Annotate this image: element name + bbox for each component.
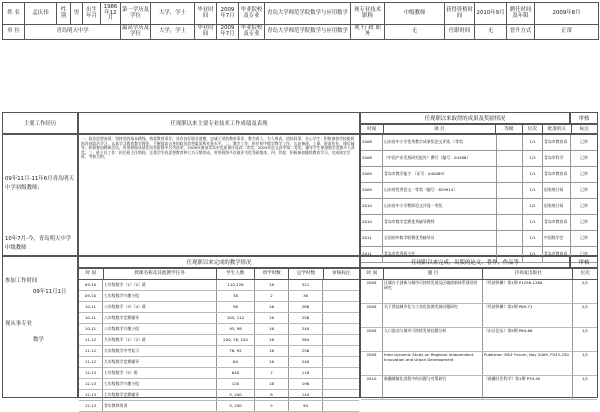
teaching-time: 11-12	[79, 346, 103, 356]
results-item: 山东省中小学教师论文评选一等奖	[383, 199, 497, 214]
unit-label: 单 位	[3, 25, 25, 40]
results-rank: 1/1	[523, 135, 543, 150]
results-list	[360, 134, 598, 256]
teaching-task: 七年级数学兴趣小组	[103, 291, 217, 301]
papers-title: Inter-dynamic Study on Regional Independent Innovation and Urban Development	[383, 352, 483, 375]
papers-time: 2010	[361, 376, 383, 399]
results-row	[361, 167, 597, 183]
papers-time: 2009	[361, 304, 383, 327]
left-lower-panel	[2, 256, 78, 398]
results-rank: 1/1	[523, 247, 543, 262]
teaching-weekly: 18	[255, 379, 289, 389]
results-grade	[497, 151, 523, 166]
papers-header-time: 时 间	[361, 269, 384, 279]
teaching-students: 93, 98	[217, 324, 255, 334]
teaching-total: 144	[289, 390, 323, 400]
teaching-weekly: 7	[255, 368, 289, 378]
teaching-task: 八年级数学竞赛辅导	[103, 313, 217, 323]
teaching-header-review: 审核标注	[332, 271, 351, 276]
teaching-review	[323, 302, 359, 312]
papers-rank: 2/1	[581, 304, 589, 309]
high-edu-value: 大学，学士	[151, 25, 195, 40]
teaching-review	[323, 357, 359, 367]
teaching-review	[323, 335, 359, 345]
results-grade	[497, 167, 523, 182]
teaching-task: 七年级数学兴趣小组	[103, 379, 217, 389]
results-approver: 青岛市教育局	[543, 215, 571, 230]
teaching-header-total: 总学时数	[289, 269, 323, 279]
teaching-students: 76, 92	[217, 346, 255, 356]
results-time: 2009	[361, 183, 383, 198]
teaching-row	[79, 401, 359, 412]
results-item: 青岛市优秀班主任	[383, 247, 497, 262]
results-time: 2008	[361, 135, 383, 150]
teaching-students: 38	[217, 291, 255, 301]
teaching-weekly: 16	[255, 357, 289, 367]
teaching-time: 09-10	[79, 280, 103, 290]
join-work-label: 参加工作时间	[5, 278, 38, 284]
results-header-mark: 标注	[579, 127, 589, 132]
teaching-row	[79, 280, 359, 291]
results-approver: 青岛市科学	[543, 151, 571, 166]
teaching-weekly: 16	[255, 335, 289, 345]
teaching-time: 11-12	[79, 335, 103, 345]
first-edu-label: 第一学历及学位	[121, 3, 151, 25]
teaching-students: 200, 76, 104	[217, 335, 255, 345]
review2-title: 审核	[570, 256, 598, 268]
perf-text: 一、政治思想表现：坚持党的基本路线，热爱教育事业，具有良好职业道德，忠诚于党的教育事业，教书育人，为人师表，团结同事，关心学生；积极参加学校组织的各项政治学习，认真学习教育教学理论，不断提高自身的政治思想素质和业务水平。二、教学工作：担任初中数学教学工作，认真备课，上课，批改作业，课后辅导，积极参加教研活动，所带班级成绩在同类班级中名列前茅。2008年参加青岛市优质课评选获二等奖；2009年论文获市级二等奖；辅导学生参加数学竞赛多人获奖。三、班主任工作：担任班主任期间，注重学生的思想教育和行为习惯养成，所带班级多次被评为优秀班集体。四、其他：积极参加继续教育学习，完成规定学时，考核合格。	[78, 134, 360, 256]
teaching-time: 11-12	[79, 357, 103, 367]
results-rank: 1/1	[523, 167, 543, 182]
teaching-row	[79, 390, 359, 401]
teaching-students: 5, 200	[217, 390, 255, 400]
papers-header-rank: 位次	[580, 271, 590, 276]
results-rank: 1/3	[523, 151, 543, 166]
resp-label: 任职时间	[445, 25, 475, 40]
teaching-students: 640	[217, 368, 255, 378]
results-time: 2010	[361, 199, 383, 214]
teaching-weekly: 16	[255, 346, 289, 356]
results-approver: 青岛市教育局	[543, 247, 571, 262]
obtain-time-value: 2010年9月	[475, 3, 507, 25]
teaching-row	[79, 357, 359, 368]
plan-label: 晋升方式	[507, 25, 535, 40]
teaching-row	[79, 313, 359, 324]
results-header-rank: 位次	[523, 125, 544, 135]
school-label: 毕业院校及专业	[239, 3, 265, 25]
teaching-row	[79, 291, 359, 302]
papers-row	[361, 328, 597, 352]
teaching-row	[79, 379, 359, 390]
work-history-entry-2: 10年7月-今，青岛明天中学中级教师	[5, 236, 72, 251]
papers-journal: 《经济纵横》第2期 P69-71	[483, 304, 573, 327]
teaching-row	[79, 368, 359, 379]
results-mark: 已审	[580, 203, 588, 208]
results-row	[361, 135, 597, 151]
teaching-total: 256	[289, 346, 323, 356]
results-grade	[497, 215, 523, 230]
teaching-task: 八年级数学（3）（4）班	[103, 302, 217, 312]
results-approver: 国家统计局	[543, 183, 571, 198]
papers-rank: 1/1	[581, 376, 589, 381]
birth-label: 出生年月	[83, 3, 101, 25]
results-mark: 已审	[580, 219, 588, 224]
teaching-header-time: 时 间	[79, 269, 104, 279]
papers-row	[361, 376, 597, 400]
work-history-entry-1: 09年11月-11年6月青岛明天中学初级教师；	[5, 176, 75, 191]
results-rank: 1/1	[523, 215, 543, 230]
teaching-row	[79, 346, 359, 357]
teaching-students: 105, 112	[217, 313, 255, 323]
results-mark: 已审	[580, 187, 588, 192]
teaching-total: 240	[289, 357, 323, 367]
papers-header-journal: 刊刊或出版社	[483, 269, 573, 279]
results-item: 《中国产业发展研究报告》撰写（编号：04388）	[383, 151, 497, 166]
results-row	[361, 215, 597, 231]
results-item: 青岛市教学能手 （证号：040089）	[383, 167, 497, 182]
teaching-total: 118	[289, 368, 323, 378]
papers-journal: Publisher: M&F Forum, Nov 2009, P243-250	[483, 352, 573, 375]
unit-value: 青岛明天中学	[25, 25, 121, 40]
results-time: 2008	[361, 151, 383, 166]
teaching-header-students: 学生人数	[217, 269, 255, 279]
results-header-time: 时间	[361, 125, 384, 135]
teaching-header-task: 授课名称及其他教学任务	[104, 269, 217, 279]
results-approver: 青岛市教育局	[543, 167, 571, 182]
teaching-time: 09-10	[79, 291, 103, 301]
grad-time2-value: 2009年7月	[217, 25, 239, 40]
teaching-review	[323, 346, 359, 356]
results-mark: 已审	[580, 155, 588, 160]
teaching-row	[79, 324, 359, 335]
results-mark: 已审	[580, 139, 588, 144]
teaching-review	[323, 291, 359, 301]
teaching-time: 10-11	[79, 324, 103, 334]
grad-time2-label: 毕业时间	[195, 25, 217, 40]
obtain-time-label: 获得资格时间	[445, 3, 475, 25]
results-approver: 国家统计局	[543, 199, 571, 214]
name-value: 孟庆伟	[25, 3, 57, 25]
papers-time: 2009	[361, 352, 383, 375]
teaching-weekly: 8	[255, 390, 289, 400]
admin-value: 无	[385, 25, 445, 40]
grad-time-value: 2009年7月	[217, 3, 239, 25]
results-time: 2009	[361, 167, 383, 182]
teaching-weekly: 16	[255, 313, 289, 323]
results-item: 山东省中小学优秀教学成果奖论文评选 二等奖	[383, 135, 497, 150]
papers-row	[361, 304, 597, 328]
papers-rank: 1/1	[581, 328, 589, 333]
results-row	[361, 231, 597, 247]
teaching-weekly: 18	[255, 280, 289, 290]
papers-title: 人口流动与城市可持续发展问题分析	[383, 328, 483, 351]
teaching-students: 110,126	[217, 280, 255, 290]
results-time: 2011	[361, 231, 383, 246]
teaching-students: 64	[217, 357, 255, 367]
results-item: 山东省优秀论文一等奖（编号：829914）	[383, 183, 497, 198]
teaching-task: 七年级数学（1）（2）班	[103, 280, 217, 290]
identity-table	[2, 2, 599, 40]
results-time: 2010	[361, 215, 383, 230]
results-item: 全国初中数学联赛优秀辅导员	[383, 231, 497, 246]
cur-title-label: 现专业技术职称	[351, 3, 385, 25]
teaching-time: 10-11	[79, 313, 103, 323]
papers-journal: 《东岳论丛》第9期 P64-66	[483, 328, 573, 351]
results-time: 2011	[361, 247, 383, 262]
work-history-title: 主要工作经历	[2, 112, 78, 134]
teaching-weekly: 16	[255, 302, 289, 312]
teaching-title: 任现职以来完成的教学情况	[78, 256, 360, 268]
results-rank: 1/1	[523, 231, 543, 246]
teaching-task: 九年级数学中考复习	[103, 346, 217, 356]
results-approver: 中国数学会	[543, 231, 571, 246]
gender-label: 性 别	[57, 3, 71, 25]
school2-value: 青岛大学师范学院数学与应用数学	[265, 25, 351, 40]
review-title: 审核	[570, 112, 598, 124]
teaching-time: 12-13	[79, 368, 103, 378]
hire-time-value: 2009年8月	[535, 3, 599, 25]
teaching-task: 八年级数学兴趣小组	[103, 324, 217, 334]
teaching-weekly: 2	[255, 291, 289, 301]
teaching-total: 196	[289, 379, 323, 389]
high-edu-label: 最高学历及学位	[121, 25, 151, 40]
join-work-value: 09年11月1日	[33, 289, 67, 295]
school-value: 青岛大学师范学院数学与应用数学	[265, 3, 351, 25]
school2-label: 毕业院校及专业	[239, 25, 265, 40]
teaching-time: 12-13	[79, 390, 103, 400]
resp-value: 无	[475, 25, 507, 40]
papers-rank: 2/1	[581, 280, 589, 285]
results-header-item: 项 目	[384, 125, 497, 135]
teaching-task: 七年级数学竞赛辅导	[103, 390, 217, 400]
teaching-weekly: 16	[255, 324, 289, 334]
results-header-grade: 等级	[496, 125, 522, 135]
teaching-total: 321	[289, 280, 323, 290]
teaching-task: 九年级数学竞赛辅导	[103, 357, 217, 367]
teaching-table	[78, 268, 360, 408]
results-approver: 青岛市教育局	[543, 135, 571, 150]
papers-rank: 1/1	[581, 352, 589, 357]
papers-title: 关于我国城市化与工业化协调发展问题研究	[383, 304, 483, 327]
perf-title: 任现职以来主要专业技术工作成绩及表现	[78, 112, 360, 134]
hire-time-label: 聘任时间及年限	[507, 3, 535, 25]
teaching-total: 90	[289, 401, 323, 411]
results-title: 任现职以来取得的成果及奖励情况	[360, 112, 570, 124]
results-row	[361, 199, 597, 215]
teaching-total: 288	[289, 302, 323, 312]
cur-major-value: 数学	[33, 337, 44, 343]
teaching-students: 120	[217, 379, 255, 389]
teaching-review	[323, 401, 359, 411]
results-grade	[497, 199, 523, 214]
teaching-time: 10-11	[79, 302, 103, 312]
teaching-task: 七年级数学（5）班	[103, 368, 217, 378]
teaching-total: 36	[289, 291, 323, 301]
results-header	[360, 124, 598, 134]
results-grade	[497, 231, 523, 246]
cur-major-label: 现从事专业	[5, 321, 32, 327]
results-mark: 已审	[580, 235, 588, 240]
teaching-task: 九年级数学（1）（2）班	[103, 335, 217, 345]
results-row	[361, 151, 597, 167]
teaching-students: 5, 200	[217, 401, 255, 411]
teaching-students: 96	[217, 302, 255, 312]
results-row	[361, 183, 597, 199]
papers-journal: 《新疆社会科学》第1期 P39-45	[483, 376, 573, 399]
papers-title: 任现职以来完成、出版的论文、著作、作品等	[360, 256, 570, 268]
results-grade	[497, 135, 523, 150]
papers-time: 2009	[361, 280, 383, 303]
teaching-review	[323, 313, 359, 323]
plan-value: 正常	[535, 25, 599, 40]
teaching-row	[79, 302, 359, 313]
gender-value: 男	[71, 3, 83, 25]
results-header-approver: 批准机关	[543, 125, 571, 135]
results-grade	[497, 183, 523, 198]
first-edu-value: 大学，学士	[151, 3, 195, 25]
birth-value: 1986年12月	[101, 3, 121, 25]
papers-row	[361, 280, 597, 304]
teaching-task: 青年教师培训	[103, 401, 217, 411]
papers-table	[360, 268, 598, 398]
name-label: 姓 名	[3, 3, 25, 25]
papers-row	[361, 352, 597, 376]
results-mark: 已审	[580, 171, 588, 176]
results-rank: 1/2	[523, 199, 543, 214]
teaching-time: 12-13	[79, 379, 103, 389]
teaching-review	[323, 280, 359, 290]
teaching-review	[323, 390, 359, 400]
admin-label: 现 行 政 职 务	[351, 25, 385, 40]
teaching-total: 256	[289, 313, 323, 323]
papers-journal: 《经济纵横》第1期 P1256-1260	[483, 280, 573, 303]
papers-header-title: 题 目	[384, 269, 484, 279]
teaching-review	[323, 379, 359, 389]
grad-time-label: 毕业时间	[195, 3, 217, 25]
teaching-header-weekly: 周学时数	[255, 269, 289, 279]
teaching-row	[79, 335, 359, 346]
papers-time: 2009	[361, 328, 383, 351]
papers-title: 新疆城镇化进程中的问题与对策研究	[383, 376, 483, 399]
teaching-total: 240	[289, 324, 323, 334]
teaching-time: 12-13	[79, 401, 103, 411]
cur-title-value: 中级教师	[385, 3, 445, 25]
teaching-review	[323, 324, 359, 334]
results-rank: 1/1	[523, 183, 543, 198]
results-mark: 已审	[580, 251, 588, 256]
work-history-panel	[2, 134, 78, 256]
teaching-weekly: 5	[255, 401, 289, 411]
results-item: 青岛市数学竞赛优秀辅导教师	[383, 215, 497, 230]
teaching-review	[323, 368, 359, 378]
papers-title: 区域自主创新与城市可持续发展及区域创新体系建设的研究	[383, 280, 483, 303]
teaching-total: 264	[289, 335, 323, 345]
